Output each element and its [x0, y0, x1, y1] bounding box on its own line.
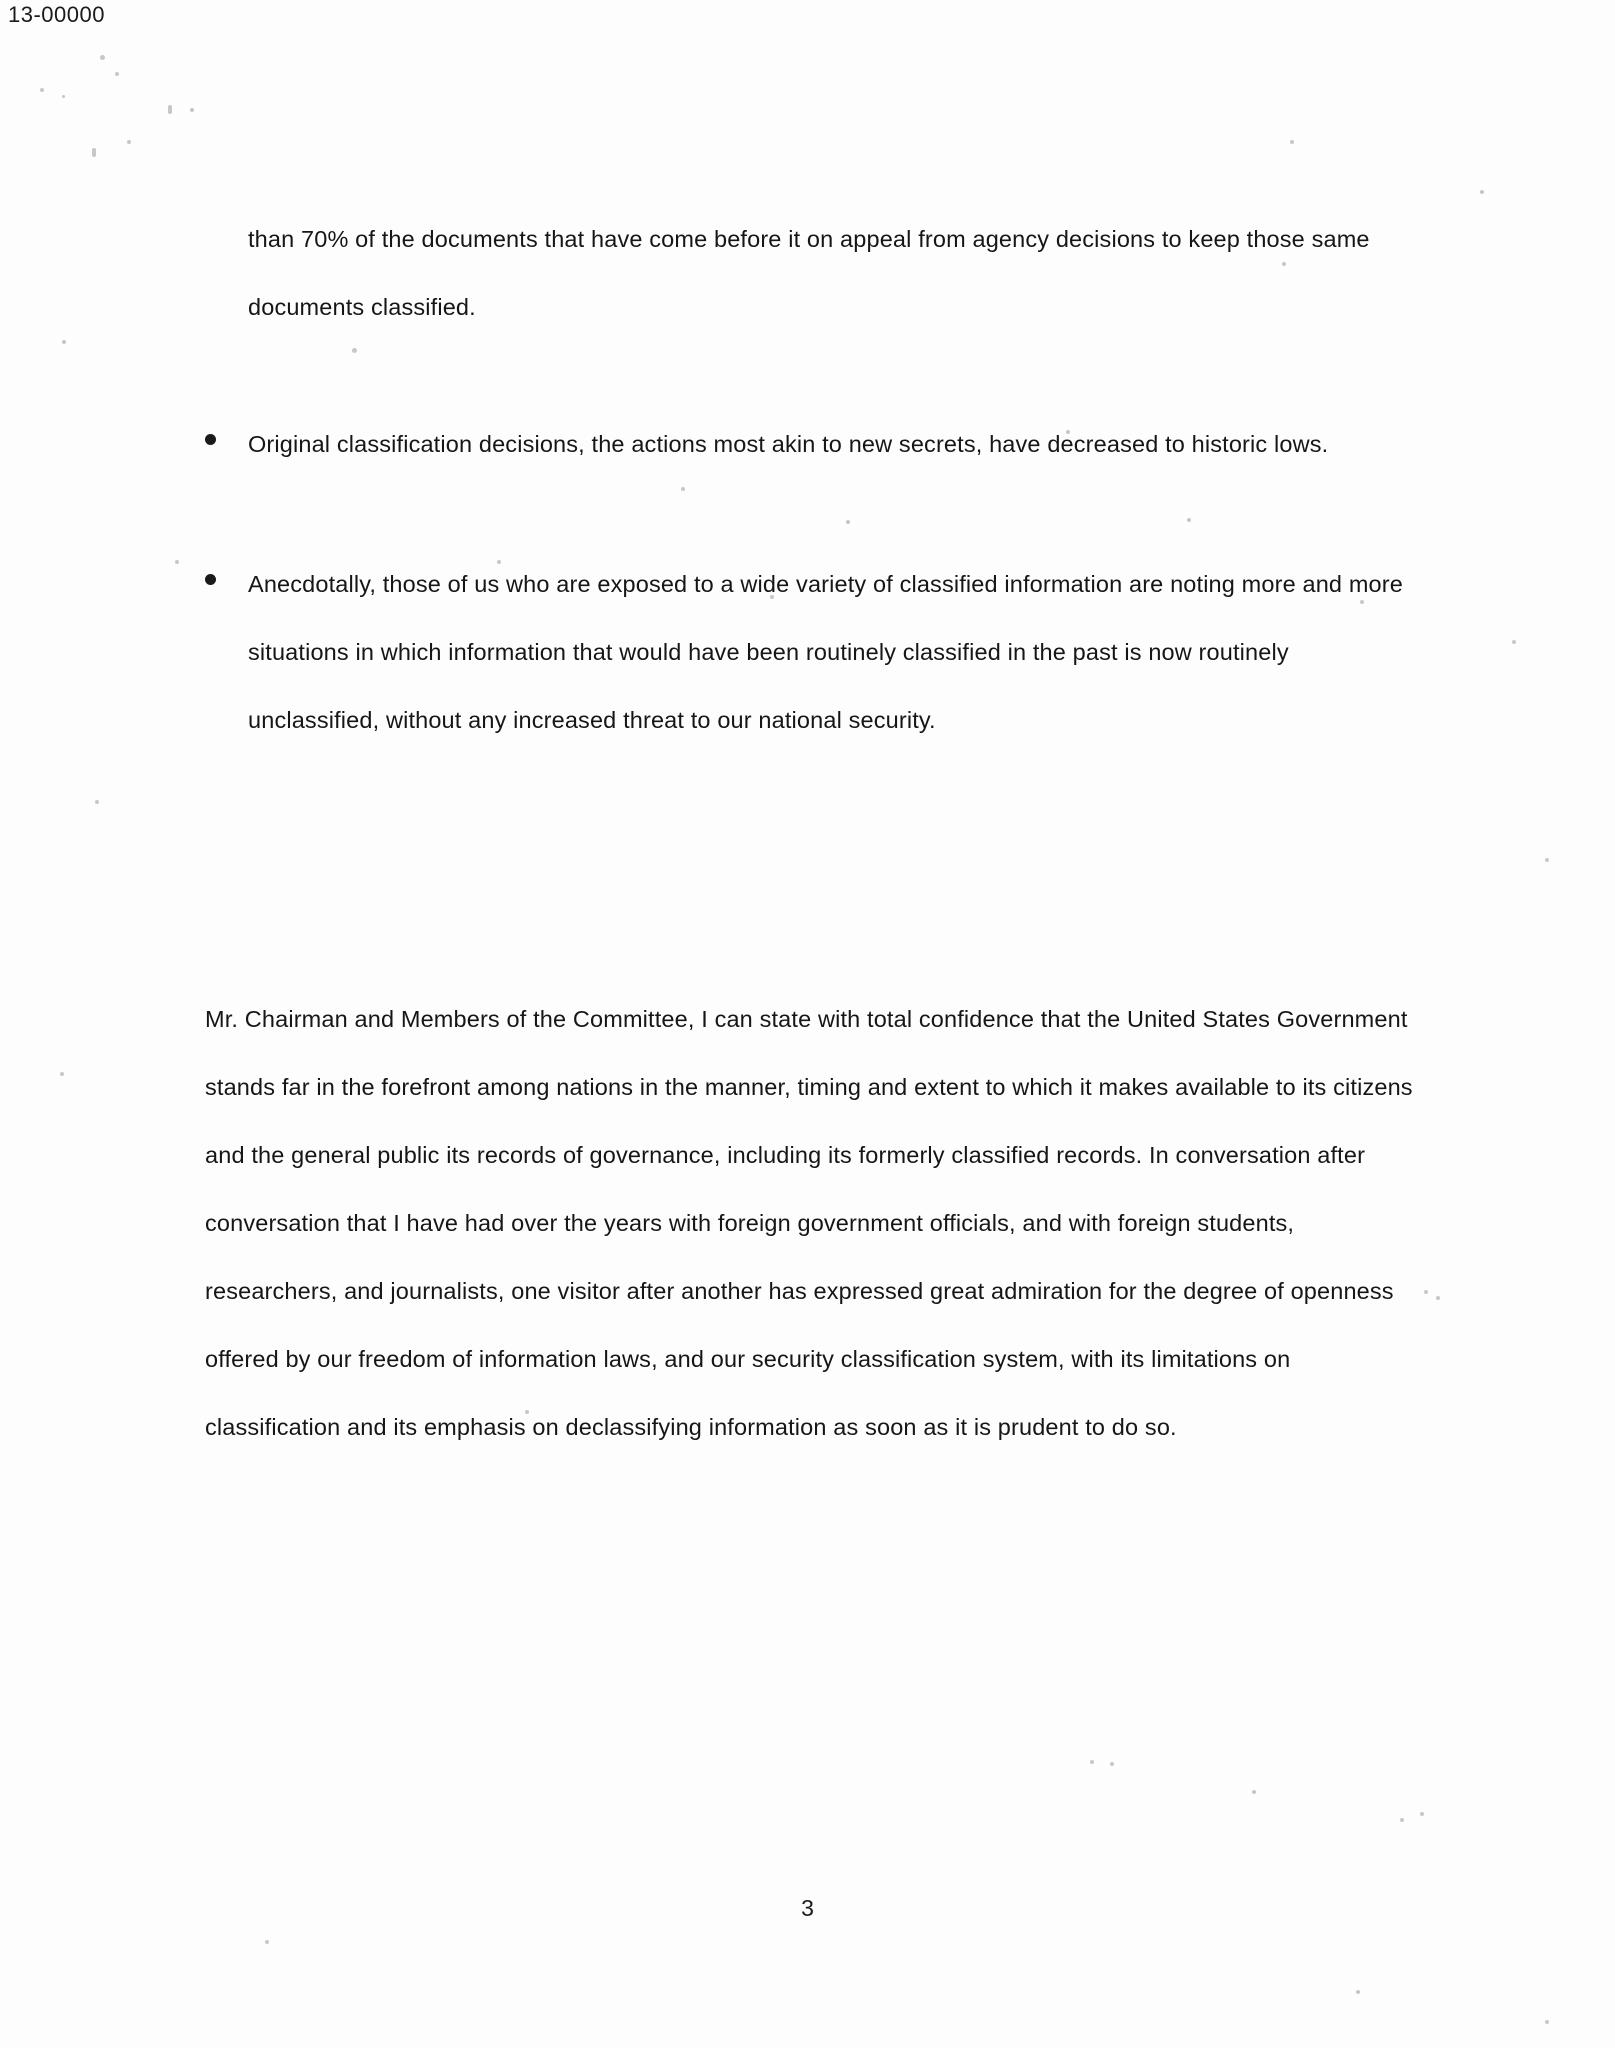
bullet-dot-icon [205, 574, 216, 585]
scan-speck [1545, 2020, 1549, 2024]
list-item-text: Original classification decisions, the actions most akin to new secrets, have decreased to historic lows. [248, 431, 1329, 457]
scan-speck [1424, 1290, 1428, 1294]
scan-speck [60, 1072, 64, 1076]
scan-speck [115, 72, 119, 76]
scan-speck [175, 560, 179, 564]
scan-speck [100, 55, 105, 60]
bullet-dot-icon [205, 434, 216, 445]
scan-speck [1420, 1812, 1424, 1816]
list-item [205, 550, 1405, 754]
bullet-list [205, 410, 1405, 754]
list-item-text: Anecdotally, those of us who are exposed to a wide variety of classified information are noting more and more situations in which information that would have been routinely classified in the past is now routinely unclassified, without any increased threat to our national security. [248, 571, 1403, 733]
closing-paragraph: Mr. Chairman and Members of the Committee, I can state with total confidence that the United States Government stands far in the forefront among nations in the manner, timing and extent to which it makes available to its citizens and the general public its records of governance, including its formerly classified records. In conversation after conversation that I have had over the years with foreign government officials, and with foreign students, researchers, and journalists, one visitor after another has expressed great admiration for the degree of openness offered by our freedom of information laws, and our security classification system, with its limitations on classification and its emphasis on declassifying information as soon as it is prudent to do so. [205, 1006, 1413, 1440]
scan-speck [1356, 1990, 1360, 1994]
document-id-stamp: 13-00000 [8, 2, 105, 27]
scan-speck [1480, 190, 1484, 194]
scan-speck [1252, 1790, 1256, 1794]
page-number: 3 [801, 1895, 814, 1921]
continued-paragraph: than 70% of the documents that have come before it on appeal from agency decisions to keep those same documents classified. [248, 226, 1370, 320]
scan-speck [1290, 140, 1294, 144]
scan-speck [1110, 1762, 1114, 1766]
scan-speck [62, 340, 66, 344]
list-item [205, 410, 1405, 478]
scan-speck [352, 348, 357, 353]
scan-speck [190, 108, 194, 112]
scan-speck [95, 800, 99, 804]
scan-speck [265, 1940, 269, 1944]
scan-speck [1436, 1296, 1440, 1300]
continued-paragraph-block [248, 205, 1398, 341]
scan-speck [62, 95, 65, 98]
scan-speck [1545, 858, 1549, 862]
scan-speck [40, 88, 44, 92]
scan-speck [92, 148, 96, 157]
scan-speck [1090, 1760, 1094, 1764]
scan-speck [127, 140, 131, 144]
scan-speck [168, 105, 172, 114]
scan-speck [1512, 640, 1516, 644]
scan-speck [1400, 1818, 1404, 1822]
closing-paragraph-block [205, 985, 1415, 1461]
